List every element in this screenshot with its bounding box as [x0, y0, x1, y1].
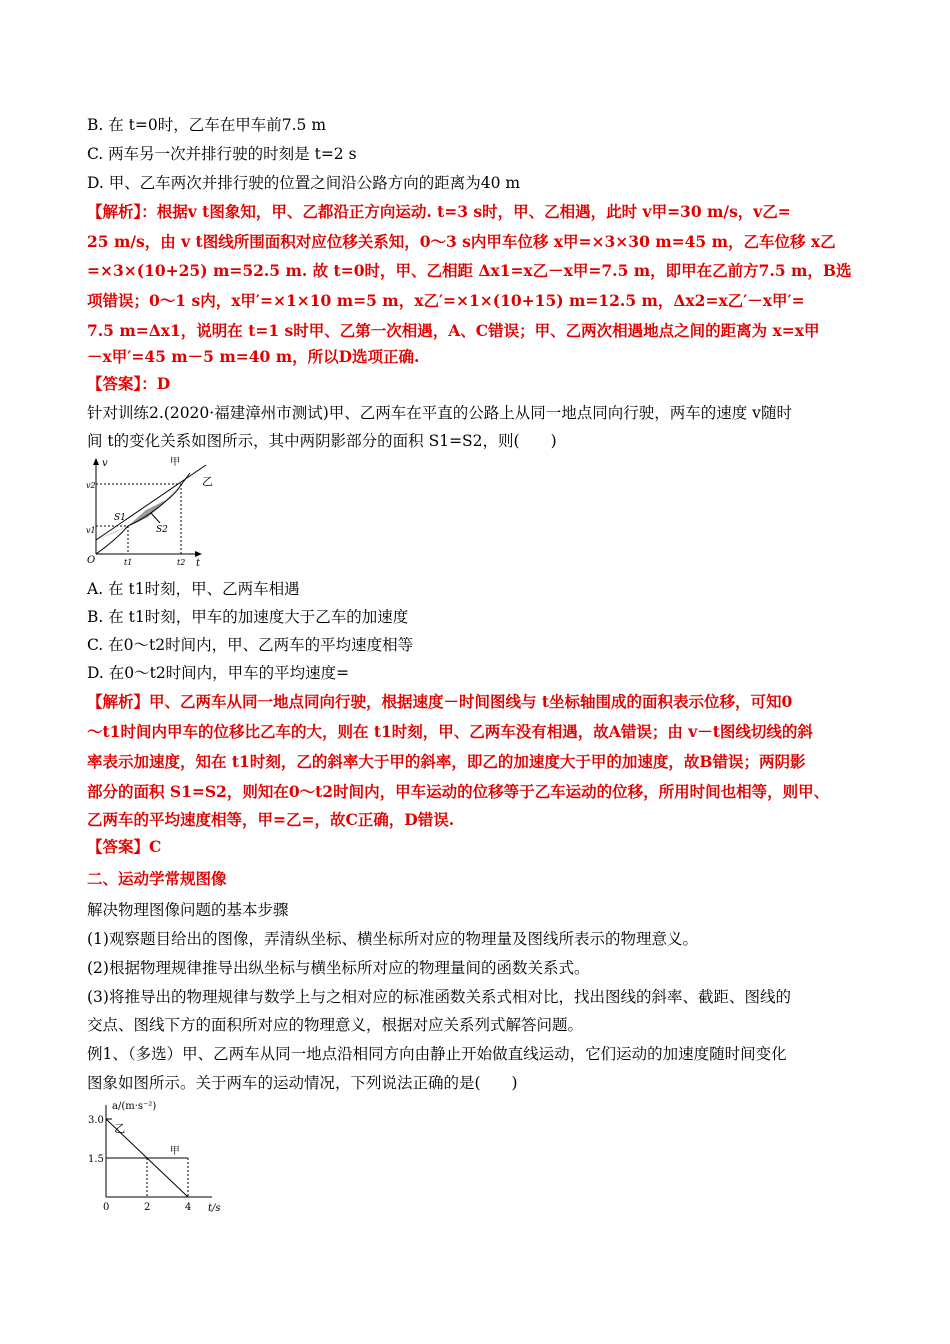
vt-graph	[86, 455, 216, 570]
t-axis-label: t	[196, 558, 201, 569]
v1-label: v1	[86, 526, 96, 535]
t-axis-arrow	[195, 551, 202, 557]
q1-option-d: D. 甲、乙车两次并排行驶的位置之间沿公路方向的距离为40 m	[87, 174, 521, 192]
t2-label: t2	[177, 558, 186, 567]
q2-option-d: D. 在0～t2时间内，甲车的平均速度=	[87, 664, 350, 682]
example-line: 图象如图所示。关于两车的运动情况，下列说法正确的是( )	[87, 1074, 518, 1092]
q1-option-b: B. 在 t=0时，乙车在甲车前7.5 m	[87, 116, 327, 134]
step-line: (1)观察题目给出的图像，弄清纵坐标、横坐标所对应的物理量及图线所表示的物理意义。	[87, 930, 698, 948]
q2-analysis-line: ～t1时间内甲车的位移比乙车的大，则在 t1时刻，甲、乙两车没有相遇，故A错误；由 v－t图线切线的斜	[87, 722, 813, 741]
s1-shaded-area	[96, 526, 128, 540]
q2-analysis-line: 【解析】甲、乙两车从同一地点同向行驶，根据速度－时间图线与 t坐标轴围成的面积表示位移，可知0	[87, 692, 793, 711]
q2-analysis-line: 率表示加速度，知在 t1时刻，乙的斜率大于甲的斜率，即乙的加速度大于甲的加速度，故B错误；两阴影	[87, 752, 806, 771]
at-chart	[84, 1097, 244, 1219]
y-axis-label: a/(m·s⁻²)	[112, 1101, 157, 1112]
q2-analysis-line: 乙两车的平均速度相等，甲=乙=，故C正确，D错误.	[87, 810, 455, 829]
q1-analysis-line: 7.5 m=Δx1，说明在 t=1 s时甲、乙第一次相遇，A、C错误；甲、乙两次相遇地点之间的距离为 x=x甲	[87, 321, 820, 340]
series-label-yi: 乙	[114, 1122, 126, 1135]
line-jia	[96, 465, 206, 540]
q1-analysis-line: 项错误；0～1 s内，x甲′=×1×10 m=5 m，x乙′=×1×(10+15) m=12.5 m，Δx2=x乙′－x甲′=	[87, 291, 805, 310]
q2-option-c: C. 在0～t2时间内，甲、乙两车的平均速度相等	[87, 636, 414, 654]
q2-option-b: B. 在 t1时刻，甲车的加速度大于乙车的加速度	[87, 608, 409, 626]
q1-analysis-line: =×3×(10+25) m=52.5 m. 故 t=0时，甲、乙相距 Δx1=x乙－x甲=7.5 m，即甲在乙前方7.5 m，B选	[87, 261, 852, 280]
s1-label: S1	[114, 513, 126, 523]
s2-pointer	[151, 513, 160, 523]
q2-analysis-line: 部分的面积 S1=S2，则知在0～t2时间内，甲车运动的位移等于乙车运动的位移，所用时间也相等，则甲、	[87, 782, 830, 801]
y-tick-label: 3.0	[88, 1115, 104, 1126]
step-line: (2)根据物理规律推导出纵坐标与横坐标所对应的物理量间的函数关系式。	[87, 959, 590, 977]
x-tick-label: 2	[144, 1202, 151, 1213]
q1-analysis-line: －x甲′=45 m－5 m=40 m，所以D选项正确.	[87, 347, 420, 366]
v-axis-label: v	[102, 458, 108, 469]
origin-label: O	[87, 555, 96, 566]
v2-label: v2	[86, 481, 96, 490]
section-intro: 解决物理图像问题的基本步骤	[87, 901, 289, 919]
q2-stem-line: 针对训练2.(2020·福建漳州市测试)甲、乙两车在平直的公路上从同一地点同向行驶，两车的速度 v随时	[87, 404, 792, 422]
q1-option-c: C. 两车另一次并排行驶的时刻是 t=2 s	[87, 145, 357, 163]
y-tick-label: 1.5	[88, 1154, 104, 1165]
t1-label: t1	[124, 558, 133, 567]
q2-option-a: A. 在 t1时刻，甲、乙两车相遇	[87, 580, 300, 598]
x-tick-label: 4	[185, 1202, 192, 1213]
q2-answer: 【答案】C	[87, 837, 162, 856]
jia-label: 甲	[170, 457, 180, 468]
yi-label: 乙	[202, 475, 213, 488]
x-tick-label: 0	[103, 1202, 110, 1213]
step-line: (3)将推导出的物理规律与数学上与之相对应的标准函数关系式相对比，找出图线的斜率、截距、图线的	[87, 988, 791, 1006]
section-heading: 二、运动学常规图像	[87, 869, 227, 888]
vt-figure	[86, 455, 216, 570]
example-line: 例1、（多选）甲、乙两车从同一地点沿相同方向由静止开始做直线运动，它们运动的加速度随时间变化	[87, 1045, 787, 1063]
q1-analysis-line: 25 m/s，由 v t图线所围面积对应位移关系知，0～3 s内甲车位移 x甲=×3×30 m=45 m，乙车位移 x乙	[87, 232, 836, 251]
at-chart-container	[84, 1097, 244, 1219]
q2-stem-line: 间 t的变化关系如图所示，其中两阴影部分的面积 S1=S2，则( )	[87, 432, 557, 450]
x-axis-label: t/s	[208, 1203, 221, 1214]
s2-shaded-area	[128, 485, 181, 526]
step-line: 交点、图线下方的面积所对应的物理意义，根据对应关系列式解答问题。	[87, 1016, 584, 1034]
s2-label: S2	[156, 525, 168, 535]
v-axis-arrow	[93, 458, 99, 465]
series-label-jia: 甲	[169, 1146, 180, 1157]
q1-answer: 【答案】：D	[87, 374, 171, 393]
q1-analysis-line: 【解析】：根据v t图象知，甲、乙都沿正方向运动. t=3 s时，甲、乙相遇，此时 v甲=30 m/s，v乙=	[87, 202, 791, 221]
